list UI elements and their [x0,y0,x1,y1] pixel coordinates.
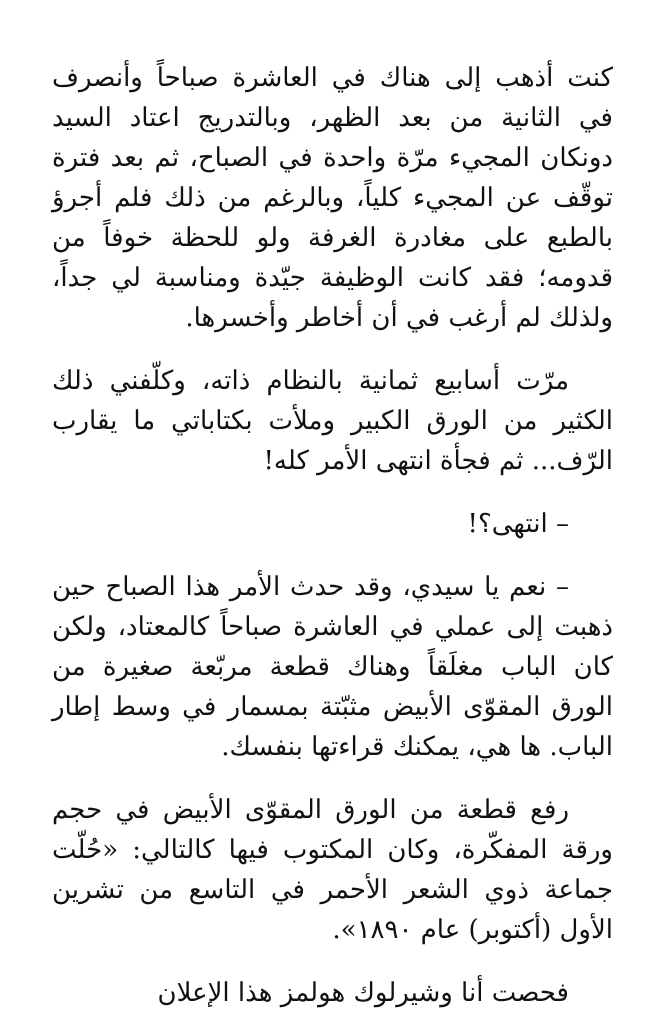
paragraph-notice-card: رفع قطعة من الورق المقوّى الأبيض في حجم ورقة المفكّرة، وكان المكتوب فيها كالتالي: «حُلّت جماعة ذوي الشعر الأحمر في التاسع من تشرين الأول (أكتوبر) عام ١٨٩٠». [52,795,613,945]
paragraph-eight-weeks: مرّت أسابيع ثمانية بالنظام ذاته، وكلّفني ذلك الكثير من الورق الكبير وملأت بكتاباتي ما يقارب الرّف... ثم فجأة انتهى الأمر كله! [52,366,613,476]
paragraph-work-hours: كنت أذهب إلى هناك في العاشرة صباحاً وأنصرف في الثانية من بعد الظهر، وبالتدريج اعتاد السيد دونكان المجيء مرّة واحدة في الصباح، ثم بعد فترة توقّف عن المجيء كلياً، وبالرغم من ذلك فلم أجرؤ بالطبع على مغادرة الغرفة ولو للحظة خوفاً من قدومه؛ فقد كانت الوظيفة جيّدة ومناسبة لي جداً، ولذلك لم أرغب في أن أخاطر وأخسرها. [52,63,613,333]
paragraph-examined-notice: فحصت أنا وشيرلوك هولمز هذا الإعلان [157,978,569,1008]
dialogue-ended-question: – انتهى؟! [467,509,569,539]
book-page [52,58,613,1036]
dialogue-door-closed: – نعم يا سيدي، وقد حدث الأمر هذا الصباح حين ذهبت إلى عملي في العاشرة صباحاً كالمعتاد، ولكن كان الباب مغلَقاً وهناك قطعة مربّعة صغيرة من الورق المقوّى الأبيض مثبّتة بمسمار في وسط إطار الباب. ها هي، يمكنك قراءتها بنفسك. [52,572,613,762]
